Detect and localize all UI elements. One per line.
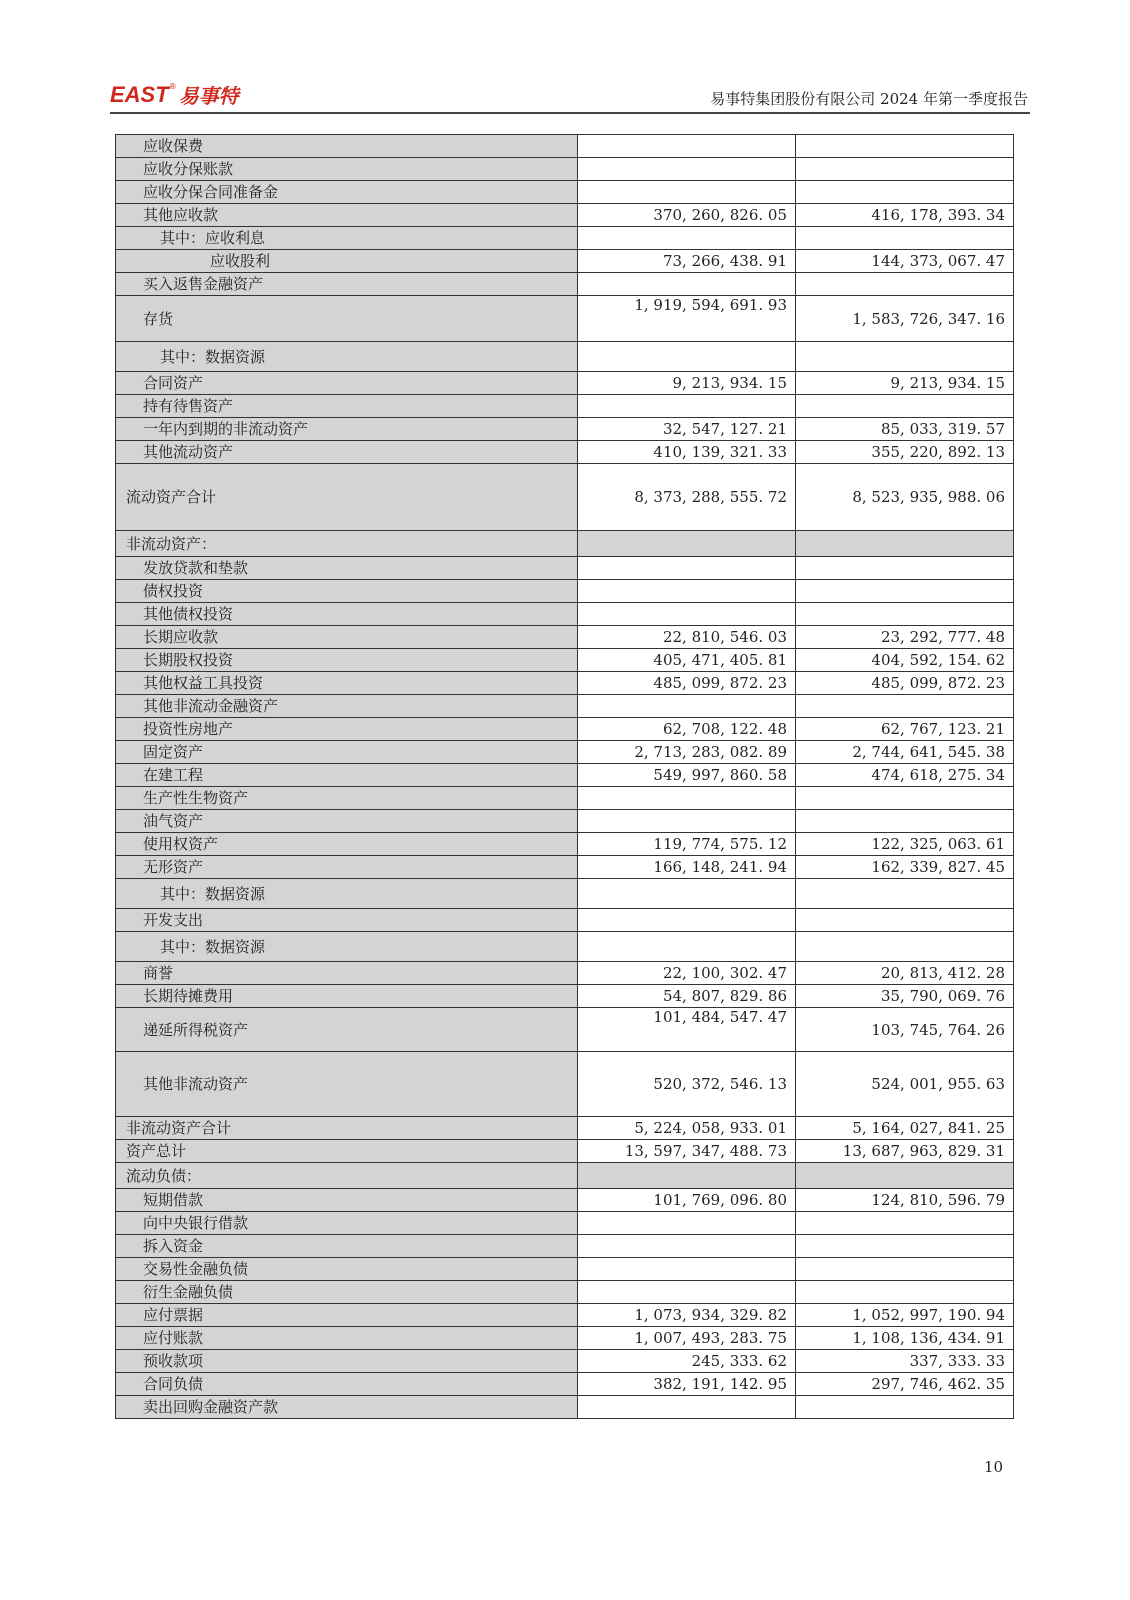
table-row xyxy=(116,1304,1014,1327)
row-label: 交易性金融负债 xyxy=(116,1258,578,1281)
table-row xyxy=(116,395,1014,418)
current-period-value: 520, 372, 546. 13 xyxy=(578,1052,796,1117)
current-period-value: 549, 997, 860. 58 xyxy=(578,764,796,787)
table-row xyxy=(116,764,1014,787)
table-row xyxy=(116,985,1014,1008)
current-period-value: 370, 260, 826. 05 xyxy=(578,204,796,227)
prior-period-value xyxy=(796,227,1014,250)
row-label: 长期股权投资 xyxy=(116,649,578,672)
table-row xyxy=(116,626,1014,649)
table-row xyxy=(116,1350,1014,1373)
prior-period-value xyxy=(796,273,1014,296)
row-label: 其中：数据资源 xyxy=(116,932,578,962)
row-label: 其他权益工具投资 xyxy=(116,672,578,695)
table-row xyxy=(116,649,1014,672)
table-row xyxy=(116,181,1014,204)
prior-period-value: 474, 618, 275. 34 xyxy=(796,764,1014,787)
row-label: 其他应收款 xyxy=(116,204,578,227)
row-label: 合同资产 xyxy=(116,372,578,395)
row-label: 固定资产 xyxy=(116,741,578,764)
current-period-value: 13, 597, 347, 488. 73 xyxy=(578,1140,796,1163)
row-label: 其他非流动资产 xyxy=(116,1052,578,1117)
prior-period-value: 404, 592, 154. 62 xyxy=(796,649,1014,672)
logo-wordmark: EAST xyxy=(110,81,169,107)
row-label: 长期应收款 xyxy=(116,626,578,649)
table-row xyxy=(116,204,1014,227)
table-row xyxy=(116,227,1014,250)
row-label: 短期借款 xyxy=(116,1189,578,1212)
current-period-value xyxy=(578,580,796,603)
prior-period-value: 124, 810, 596. 79 xyxy=(796,1189,1014,1212)
table-row xyxy=(116,1140,1014,1163)
prior-period-value xyxy=(796,879,1014,909)
prior-period-value xyxy=(796,909,1014,932)
row-label: 生产性生物资产 xyxy=(116,787,578,810)
table-row xyxy=(116,250,1014,273)
table-row xyxy=(116,962,1014,985)
table-row xyxy=(116,1258,1014,1281)
current-period-value: 2, 713, 283, 082. 89 xyxy=(578,741,796,764)
row-label: 在建工程 xyxy=(116,764,578,787)
logo-chinese-name: 易事特 xyxy=(178,84,239,108)
current-period-value xyxy=(578,909,796,932)
prior-period-value xyxy=(796,695,1014,718)
prior-period-value: 20, 813, 412. 28 xyxy=(796,962,1014,985)
table-row xyxy=(116,135,1014,158)
row-label: 预收款项 xyxy=(116,1350,578,1373)
row-label: 发放贷款和垫款 xyxy=(116,557,578,580)
prior-period-value xyxy=(796,1258,1014,1281)
table-row xyxy=(116,603,1014,626)
row-label: 其他非流动金融资产 xyxy=(116,695,578,718)
current-period-value: 101, 484, 547. 47 xyxy=(578,1008,796,1052)
current-period-value: 54, 807, 829. 86 xyxy=(578,985,796,1008)
row-label: 应收分保合同准备金 xyxy=(116,181,578,204)
table-row xyxy=(116,296,1014,342)
current-period-value xyxy=(578,395,796,418)
current-period-value xyxy=(578,603,796,626)
row-label: 商誉 xyxy=(116,962,578,985)
prior-period-value xyxy=(796,810,1014,833)
row-label: 油气资产 xyxy=(116,810,578,833)
row-label: 其他流动资产 xyxy=(116,441,578,464)
row-label: 开发支出 xyxy=(116,909,578,932)
row-label: 投资性房地产 xyxy=(116,718,578,741)
row-label: 长期待摊费用 xyxy=(116,985,578,1008)
table-row xyxy=(116,1163,1014,1189)
current-period-value: 9, 213, 934. 15 xyxy=(578,372,796,395)
current-period-value: 22, 100, 302. 47 xyxy=(578,962,796,985)
prior-period-value xyxy=(796,135,1014,158)
prior-period-value: 337, 333. 33 xyxy=(796,1350,1014,1373)
current-period-value: 1, 007, 493, 283. 75 xyxy=(578,1327,796,1350)
page-number: 10 xyxy=(984,1458,1004,1476)
prior-period-value: 2, 744, 641, 545. 38 xyxy=(796,741,1014,764)
row-label: 合同负债 xyxy=(116,1373,578,1396)
prior-period-value xyxy=(796,342,1014,372)
table-row xyxy=(116,810,1014,833)
current-period-value xyxy=(578,1281,796,1304)
current-period-value xyxy=(578,1163,796,1189)
current-period-value: 405, 471, 405. 81 xyxy=(578,649,796,672)
row-label: 卖出回购金融资产款 xyxy=(116,1396,578,1419)
current-period-value: 22, 810, 546. 03 xyxy=(578,626,796,649)
current-period-value xyxy=(578,1212,796,1235)
prior-period-value xyxy=(796,580,1014,603)
current-period-value: 485, 099, 872. 23 xyxy=(578,672,796,695)
row-label: 一年内到期的非流动资产 xyxy=(116,418,578,441)
row-label: 无形资产 xyxy=(116,856,578,879)
prior-period-value: 144, 373, 067. 47 xyxy=(796,250,1014,273)
prior-period-value: 5, 164, 027, 841. 25 xyxy=(796,1117,1014,1140)
current-period-value: 166, 148, 241. 94 xyxy=(578,856,796,879)
row-label: 应收保费 xyxy=(116,135,578,158)
table-row xyxy=(116,879,1014,909)
current-period-value xyxy=(578,1235,796,1258)
table-row xyxy=(116,932,1014,962)
current-period-value xyxy=(578,342,796,372)
table-row xyxy=(116,342,1014,372)
table-row xyxy=(116,833,1014,856)
current-period-value xyxy=(578,932,796,962)
row-label: 资产总计 xyxy=(116,1140,578,1163)
current-period-value: 8, 373, 288, 555. 72 xyxy=(578,464,796,531)
prior-period-value: 416, 178, 393. 34 xyxy=(796,204,1014,227)
prior-period-value xyxy=(796,531,1014,557)
table-row xyxy=(116,787,1014,810)
current-period-value: 119, 774, 575. 12 xyxy=(578,833,796,856)
row-label: 应收股利 xyxy=(116,250,578,273)
logo-registered-mark: ® xyxy=(168,82,177,91)
prior-period-value xyxy=(796,181,1014,204)
row-label: 应收分保账款 xyxy=(116,158,578,181)
prior-period-value: 162, 339, 827. 45 xyxy=(796,856,1014,879)
table-row xyxy=(116,856,1014,879)
prior-period-value: 23, 292, 777. 48 xyxy=(796,626,1014,649)
current-period-value: 32, 547, 127. 21 xyxy=(578,418,796,441)
current-period-value xyxy=(578,695,796,718)
prior-period-value xyxy=(796,395,1014,418)
row-label: 债权投资 xyxy=(116,580,578,603)
prior-period-value: 9, 213, 934. 15 xyxy=(796,372,1014,395)
prior-period-value: 524, 001, 955. 63 xyxy=(796,1052,1014,1117)
current-period-value: 101, 769, 096. 80 xyxy=(578,1189,796,1212)
row-label: 流动负债： xyxy=(116,1163,578,1189)
current-period-value: 1, 073, 934, 329. 82 xyxy=(578,1304,796,1327)
row-label: 存货 xyxy=(116,296,578,342)
prior-period-value: 1, 583, 726, 347. 16 xyxy=(796,296,1014,342)
table-row xyxy=(116,158,1014,181)
current-period-value xyxy=(578,879,796,909)
prior-period-value xyxy=(796,787,1014,810)
prior-period-value xyxy=(796,557,1014,580)
current-period-value: 73, 266, 438. 91 xyxy=(578,250,796,273)
prior-period-value: 8, 523, 935, 988. 06 xyxy=(796,464,1014,531)
row-label: 其他债权投资 xyxy=(116,603,578,626)
current-period-value xyxy=(578,181,796,204)
prior-period-value: 122, 325, 063. 61 xyxy=(796,833,1014,856)
table-row xyxy=(116,580,1014,603)
row-label: 应付账款 xyxy=(116,1327,578,1350)
table-row xyxy=(116,1373,1014,1396)
table-row xyxy=(116,372,1014,395)
table-row xyxy=(116,718,1014,741)
row-label: 流动资产合计 xyxy=(116,464,578,531)
table-row xyxy=(116,418,1014,441)
row-label: 买入返售金融资产 xyxy=(116,273,578,296)
prior-period-value: 485, 099, 872. 23 xyxy=(796,672,1014,695)
current-period-value xyxy=(578,158,796,181)
balance-sheet-body xyxy=(116,135,1014,1419)
page-header xyxy=(110,78,1030,114)
prior-period-value: 35, 790, 069. 76 xyxy=(796,985,1014,1008)
prior-period-value xyxy=(796,932,1014,962)
current-period-value xyxy=(578,1396,796,1419)
current-period-value: 410, 139, 321. 33 xyxy=(578,441,796,464)
prior-period-value: 85, 033, 319. 57 xyxy=(796,418,1014,441)
prior-period-value xyxy=(796,1163,1014,1189)
table-row xyxy=(116,1008,1014,1052)
report-title: 易事特集团股份有限公司 2024 年第一季度报告 xyxy=(710,90,1028,108)
table-row xyxy=(116,1052,1014,1117)
current-period-value: 245, 333. 62 xyxy=(578,1350,796,1373)
table-row xyxy=(116,273,1014,296)
table-row xyxy=(116,464,1014,531)
table-row xyxy=(116,1396,1014,1419)
company-logo xyxy=(110,80,239,109)
row-label: 持有待售资产 xyxy=(116,395,578,418)
current-period-value: 62, 708, 122. 48 xyxy=(578,718,796,741)
row-label: 衍生金融负债 xyxy=(116,1281,578,1304)
table-row xyxy=(116,557,1014,580)
prior-period-value xyxy=(796,1281,1014,1304)
table-row xyxy=(116,741,1014,764)
prior-period-value: 297, 746, 462. 35 xyxy=(796,1373,1014,1396)
row-label: 其中：应收利息 xyxy=(116,227,578,250)
table-row xyxy=(116,1189,1014,1212)
table-row xyxy=(116,1281,1014,1304)
current-period-value: 1, 919, 594, 691. 93 xyxy=(578,296,796,342)
table-row xyxy=(116,1117,1014,1140)
prior-period-value: 62, 767, 123. 21 xyxy=(796,718,1014,741)
table-row xyxy=(116,1327,1014,1350)
row-label: 使用权资产 xyxy=(116,833,578,856)
table-row xyxy=(116,672,1014,695)
prior-period-value: 1, 108, 136, 434. 91 xyxy=(796,1327,1014,1350)
table-row xyxy=(116,1235,1014,1258)
current-period-value: 5, 224, 058, 933. 01 xyxy=(578,1117,796,1140)
row-label: 其中：数据资源 xyxy=(116,342,578,372)
table-row xyxy=(116,441,1014,464)
table-row xyxy=(116,531,1014,557)
table-row xyxy=(116,695,1014,718)
balance-sheet-table xyxy=(115,134,1014,1419)
current-period-value xyxy=(578,557,796,580)
prior-period-value xyxy=(796,1396,1014,1419)
prior-period-value: 103, 745, 764. 26 xyxy=(796,1008,1014,1052)
current-period-value xyxy=(578,810,796,833)
prior-period-value xyxy=(796,1212,1014,1235)
prior-period-value: 355, 220, 892. 13 xyxy=(796,441,1014,464)
current-period-value: 382, 191, 142. 95 xyxy=(578,1373,796,1396)
row-label: 其中：数据资源 xyxy=(116,879,578,909)
current-period-value xyxy=(578,531,796,557)
prior-period-value xyxy=(796,1235,1014,1258)
prior-period-value xyxy=(796,158,1014,181)
prior-period-value xyxy=(796,603,1014,626)
table-row xyxy=(116,1212,1014,1235)
row-label: 拆入资金 xyxy=(116,1235,578,1258)
row-label: 递延所得税资产 xyxy=(116,1008,578,1052)
row-label: 向中央银行借款 xyxy=(116,1212,578,1235)
current-period-value xyxy=(578,227,796,250)
row-label: 非流动资产： xyxy=(116,531,578,557)
table-row xyxy=(116,909,1014,932)
current-period-value xyxy=(578,273,796,296)
row-label: 应付票据 xyxy=(116,1304,578,1327)
current-period-value xyxy=(578,1258,796,1281)
row-label: 非流动资产合计 xyxy=(116,1117,578,1140)
prior-period-value: 1, 052, 997, 190. 94 xyxy=(796,1304,1014,1327)
current-period-value xyxy=(578,135,796,158)
current-period-value xyxy=(578,787,796,810)
prior-period-value: 13, 687, 963, 829. 31 xyxy=(796,1140,1014,1163)
